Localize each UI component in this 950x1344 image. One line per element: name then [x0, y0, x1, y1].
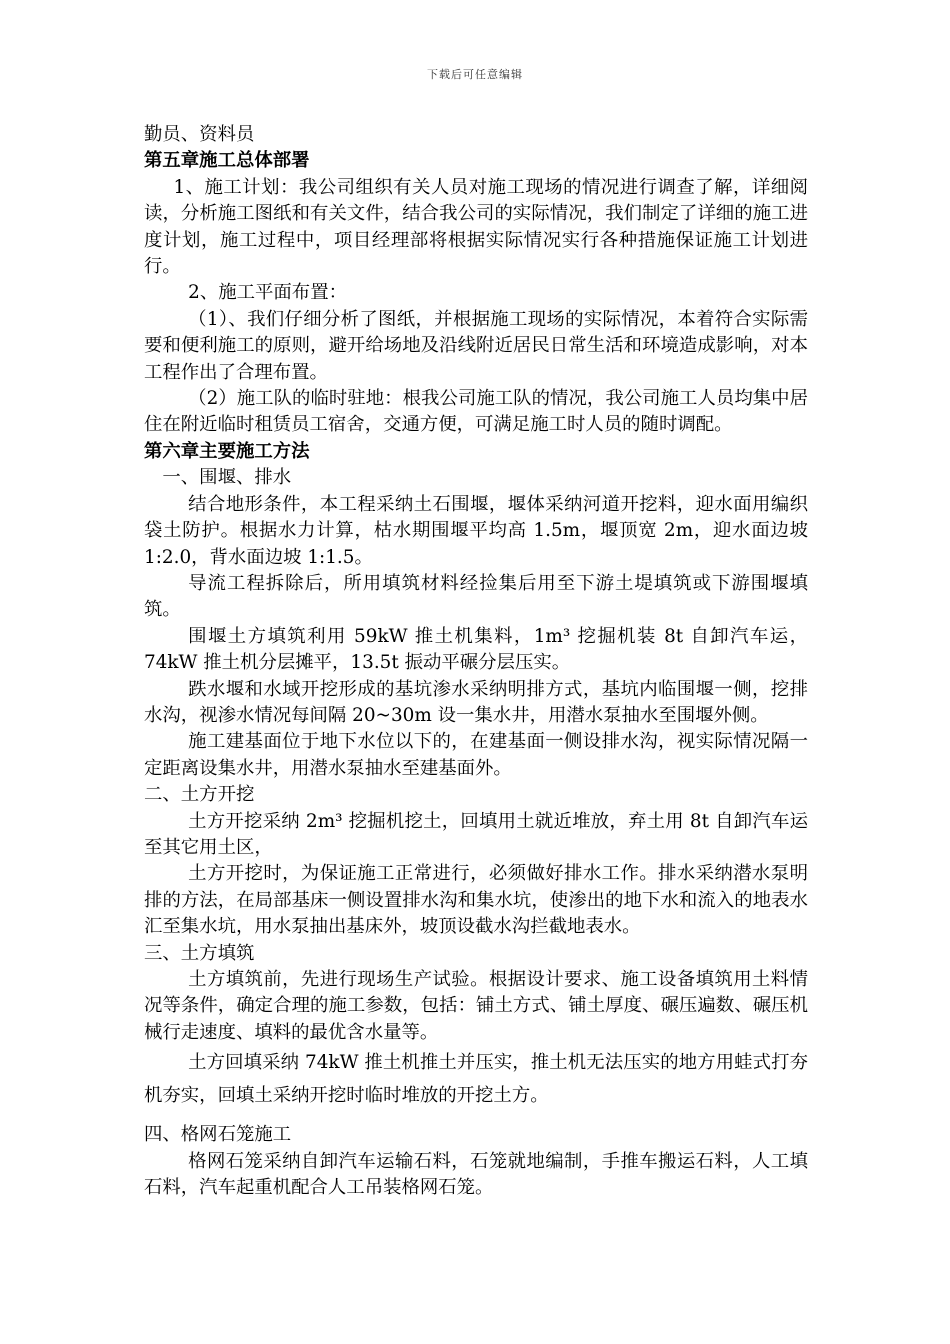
header-note: 下载后可任意编辑: [427, 68, 523, 81]
document-body: [144, 122, 808, 1201]
section-3-title: 三、土方填筑: [144, 942, 255, 964]
paragraph: 土方填筑前，先进行现场生产试验。根据设计要求、施工设备填筑用土料情况等条件，确定合理的施工参数，包括：铺土方式、铺土厚度、碾压遍数、碾压机械行走速度、填料的最优含水量等。: [144, 969, 808, 1043]
paragraph: 土方开挖时，为保证施工正常进行，必须做好排水工作。排水采纳潜水泵明排的方法，在局部基床一侧设置排水沟和集水坑，使渗出的地下水和流入的地表水汇至集水坑，用水泵抽出基床外，坡顶设截水沟拦截地表水。: [144, 863, 808, 938]
paragraph: （1）、我们仔细分析了图纸，并根据施工现场的实际情况，本着符合实际需要和便利施工的原则，避开给场地及沿线附近居民日常生活和环境造成影响，对本工程作出了合理布置。: [144, 308, 808, 383]
paragraph: 导流工程拆除后，所用填筑材料经捡集后用至下游土堤填筑或下游围堰填筑。: [144, 572, 808, 621]
paragraph: 土方回填采纳 74kW 推土机推土并压实，推土机无法压实的地方用蛙式打夯机夯实，回填土采纳开挖时临时堆放的开挖土方。: [144, 1052, 808, 1107]
section-4-title: 四、格网石笼施工: [144, 1124, 292, 1146]
paragraph: 格网石笼采纳自卸汽车运输石料，石笼就地编制，手推车搬运石料，人工填石料，汽车起重机配合人工吊装格网石笼。: [144, 1150, 808, 1199]
chapter-5-title: 第五章施工总体部署: [144, 150, 310, 172]
paragraph: 勤员、资料员: [144, 124, 255, 145]
chapter-6-title: 第六章主要施工方法: [144, 440, 310, 462]
section-1-title: 一、围堰、排水: [162, 467, 292, 489]
paragraph: 土方开挖采纳 2m³ 挖掘机挖土，回填用土就近堆放，弃土用 8t 自卸汽车运至其它用土区，: [144, 810, 808, 858]
paragraph: 跌水堰和水域开挖形成的基坑渗水采纳明排方式，基坑内临围堰一侧，挖排水沟，视渗水情况每间隔 20~30m 设一集水井，用潜水泵抽水至围堰外侧。: [144, 678, 808, 726]
paragraph: 1、施工计划：我公司组织有关人员对施工现场的情况进行调查了解，详细阅读，分析施工图纸和有关文件，结合我公司的实际情况，我们制定了详细的施工进度计划，施工过程中，项目经理部将根据实际情况实行各种措施保证施工计划进行。: [144, 176, 808, 278]
section-2-title: 二、土方开挖: [144, 784, 255, 806]
paragraph: 围堰土方填筑利用 59kW 推土机集料，1m³ 挖掘机装 8t 自卸汽车运，74kW 推土机分层摊平，13.5t 振动平碾分层压实。: [144, 625, 808, 674]
paragraph: 2、施工平面布置：: [188, 282, 347, 304]
paragraph: （2）施工队的临时驻地：根我公司施工队的情况，我公司施工人员均集中居住在附近临时租赁员工宿舍，交通方便，可满足施工时人员的随时调配。: [144, 388, 808, 436]
paragraph: 结合地形条件，本工程采纳土石围堰，堰体采纳河道开挖料，迎水面用编织袋土防护。根据水力计算，枯水期围堰平均高 1.5m，堰顶宽 2m，迎水面边坡 1:2.0，背水面边坡 1:1.5。: [144, 493, 808, 568]
paragraph: 施工建基面位于地下水位以下的，在建基面一侧设排水沟，视实际情况隔一定距离设集水井，用潜水泵抽水至建基面外。: [144, 731, 808, 779]
